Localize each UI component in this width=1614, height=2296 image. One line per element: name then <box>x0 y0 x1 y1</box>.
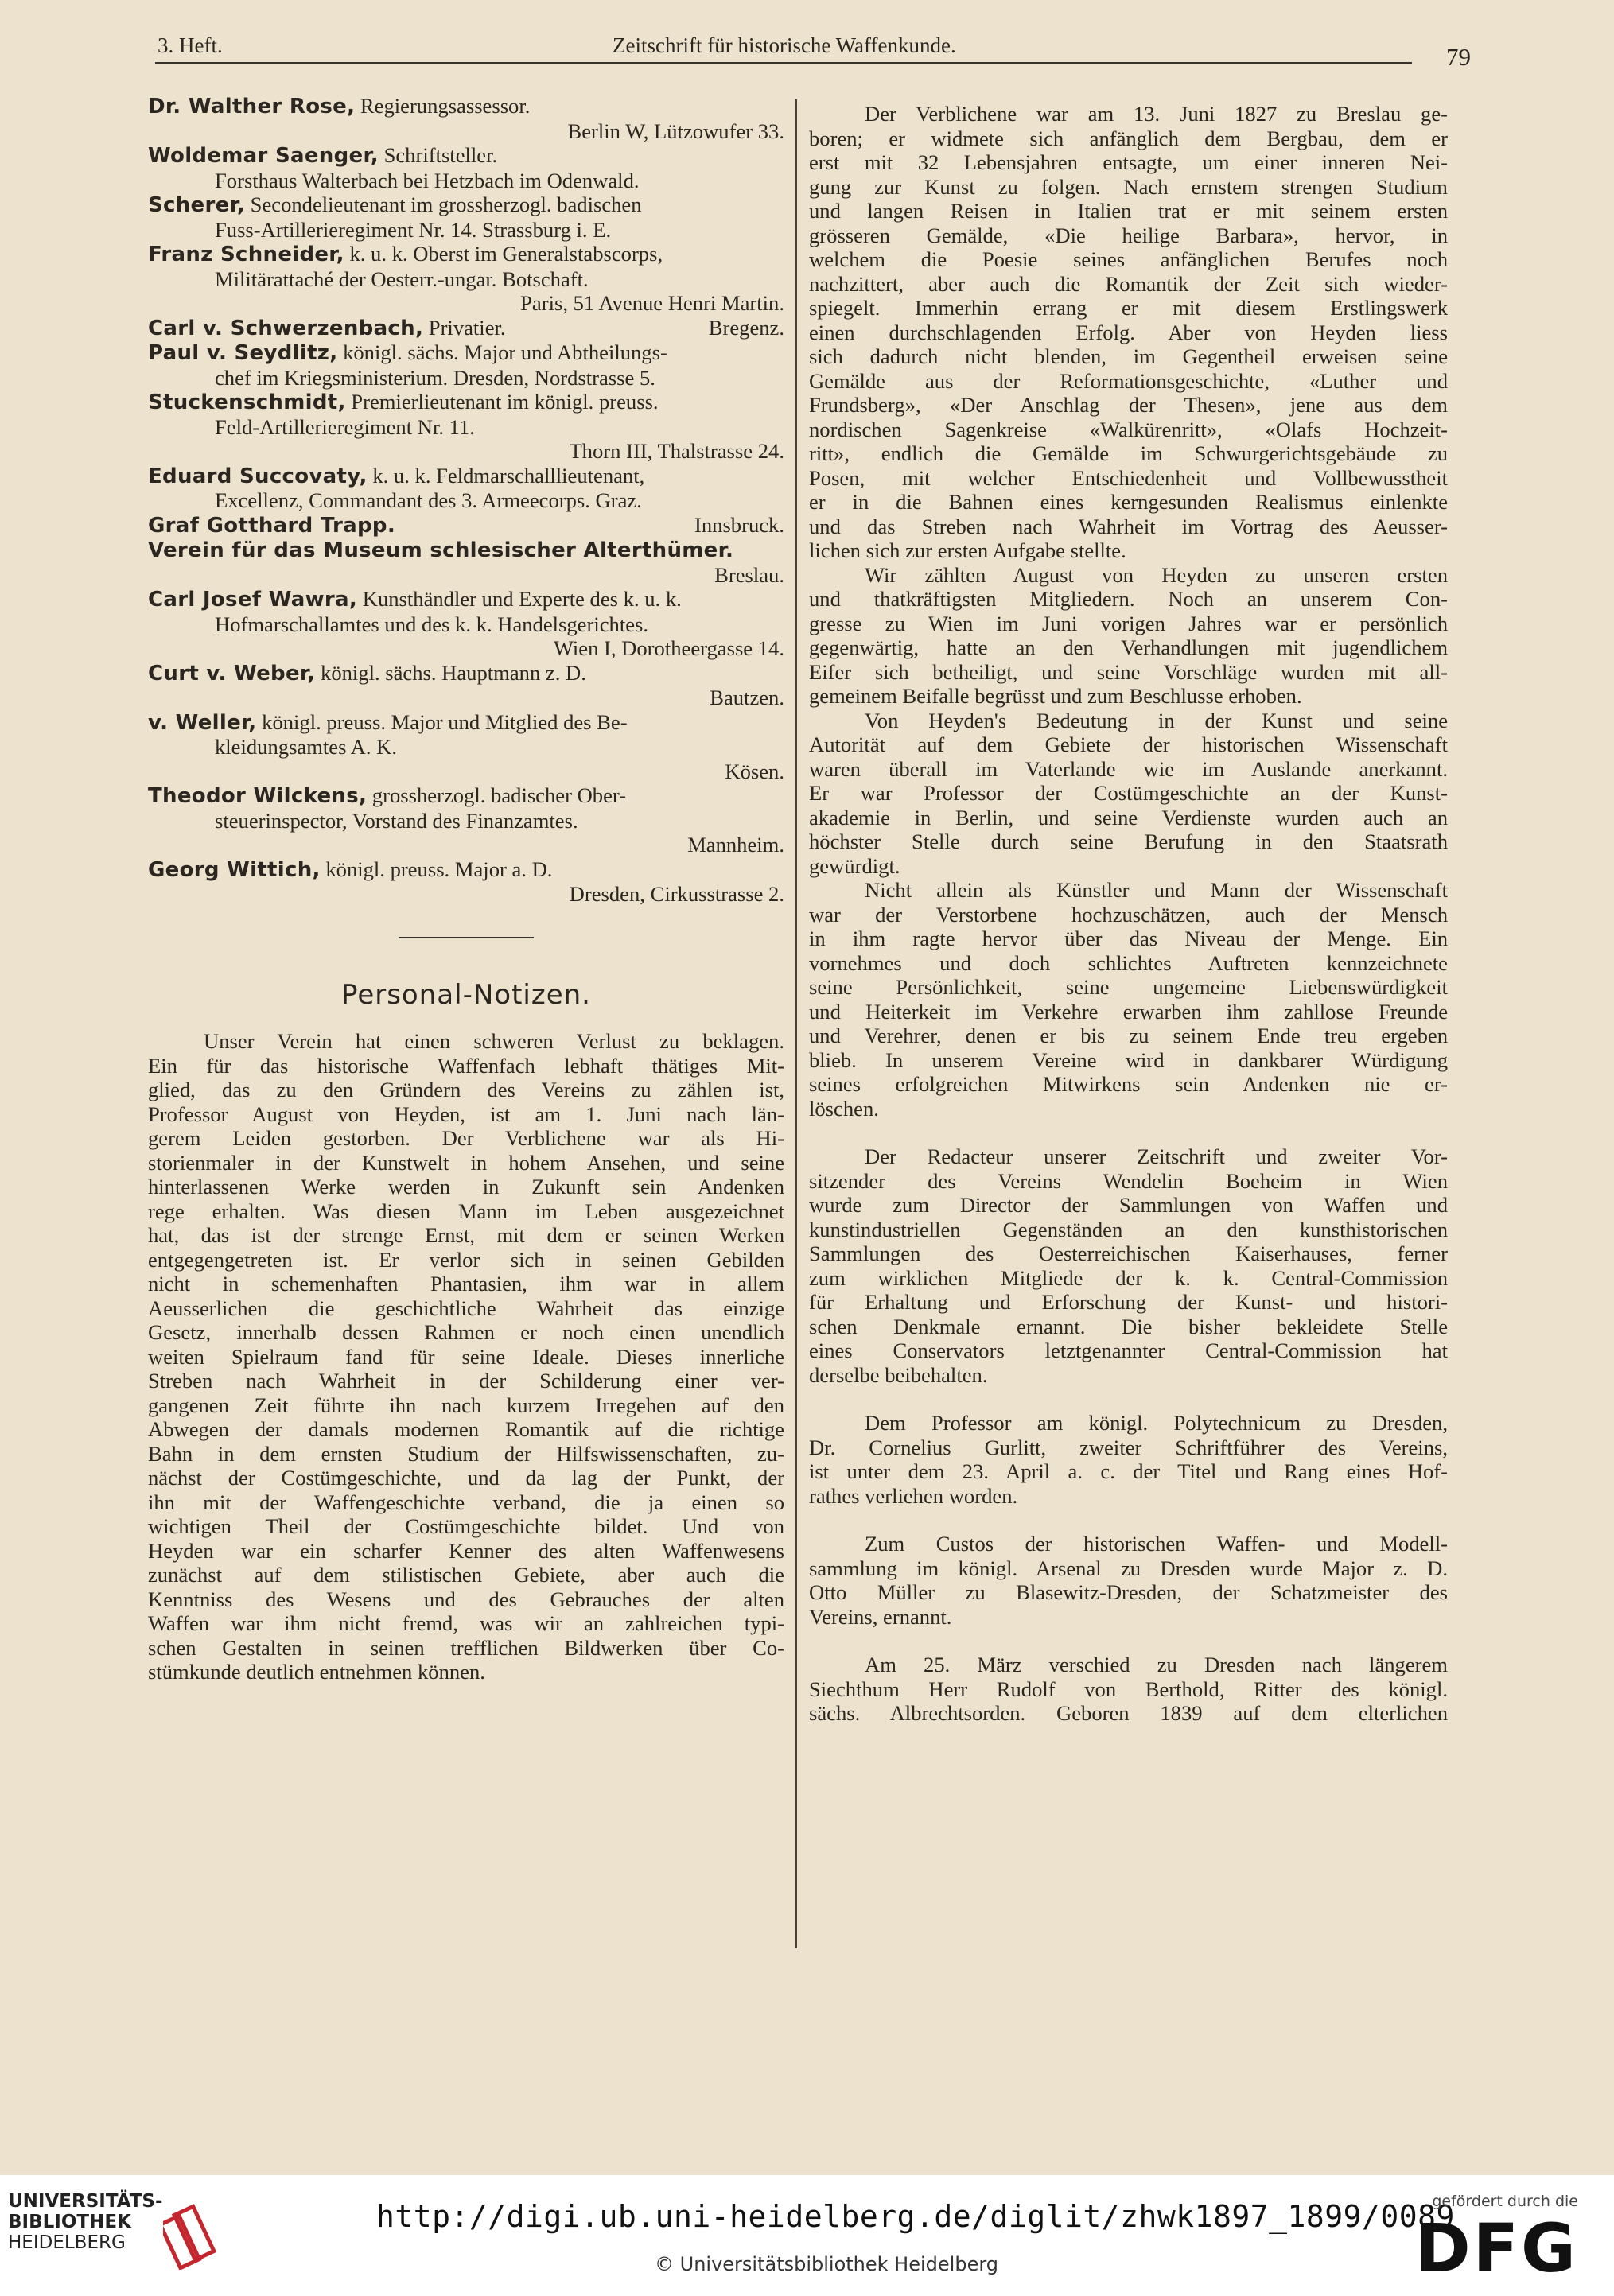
member-head <box>148 242 663 267</box>
text-line: nachzittert, aber auch die Romantik der Zeit sich wieder- <box>809 271 1448 296</box>
member-detail-line: Mannheim. <box>687 833 784 857</box>
text-line: Otto Müller zu Blasewitz-Dresden, der Schatzmeister des <box>809 1580 1448 1604</box>
member-entry <box>148 390 784 464</box>
paragraph-gap <box>809 1121 1448 1144</box>
member-first-line <box>148 857 784 883</box>
member-detail-line: Kösen. <box>725 759 784 783</box>
member-first-line <box>148 538 784 563</box>
member-first-line <box>148 661 784 686</box>
member-first-line <box>148 513 784 538</box>
member-name: Woldemar Saenger, <box>148 144 379 168</box>
text-line: höchster Stelle durch seine Berufung in den Staatsrath <box>809 829 1448 853</box>
text-line: nächst der Costümgeschichte, und da lag der Punkt, der <box>148 1466 784 1490</box>
text-line: Zum Custos der historischen Waffen- und Modell- <box>865 1532 1448 1556</box>
text-line: Wir zählten August von Heyden zu unseren ersten <box>865 562 1448 587</box>
member-detail-line: kleidungsamtes A. K. <box>215 735 397 759</box>
library-line-1: UNIVERSITÄTS- <box>8 2191 163 2212</box>
member-first-line <box>148 242 784 267</box>
text-line: gresse zu Wien im Juni vorigen Jahres war er persönlich <box>809 611 1448 635</box>
text-line: sitzender des Vereins Wendelin Boeheim in Wien <box>809 1168 1448 1193</box>
member-detail: königl. preuss. Major und Mitglied des Be- <box>262 709 628 734</box>
text-line: nordischen Sagenkreise «Walkürenritt», «Olafs Hochzeit- <box>809 417 1448 441</box>
text-line: und thatkräftigsten Mitgliedern. Noch an unserem Con- <box>809 587 1448 611</box>
text-line: Aeusserlichen die geschichtliche Wahrheit das einzige <box>148 1296 784 1320</box>
text-line: seines erfolgreichen Mitwirkens sein Andenken nie er- <box>809 1072 1448 1096</box>
member-detail: Premierlieutenant im königl. preuss. <box>351 390 659 414</box>
text-line: sächs. Albrechtsorden. Geboren 1839 auf dem elterlichen <box>809 1701 1448 1725</box>
obituary-paragraph <box>148 1029 784 1684</box>
digitization-footer <box>0 2175 1614 2296</box>
text-line: erst mit 32 Lebensjahren entsagte, um einer inneren Nei- <box>809 150 1448 174</box>
text-line: und langen Reisen in Italien trat er mit seinem ersten <box>809 199 1448 223</box>
member-name: Georg Wittich, <box>148 857 321 882</box>
text-line: Am 25. März verschied zu Dresden nach längerem <box>865 1653 1448 1676</box>
text-line: Von Heyden's Bedeutung in der Kunst und seine <box>865 708 1448 732</box>
member-entry <box>148 340 784 390</box>
member-head <box>148 661 586 686</box>
text-line: hinterlassenen Werke werden in Zukunft sein Andenken <box>148 1175 784 1199</box>
text-line: gung zur Kunst zu folgen. Nach ernstem strengen Studium <box>809 174 1448 199</box>
text-line: waren überall im Vaterlande wie im Auslande anerkannt. <box>809 756 1448 781</box>
member-detail-line: chef im Kriegsministerium. Dresden, Nordstrasse 5. <box>215 365 655 390</box>
text-line: in ihm ragte hervor über das Niveau der Menge. Ein <box>809 927 1448 950</box>
text-line: Vereins, ernannt. <box>809 1604 952 1629</box>
member-entry <box>148 316 784 341</box>
section-title: Personal-Notizen. <box>341 978 591 1011</box>
text-line: Eifer sich betheiligt, und seine Vorschläge wurden mit all- <box>809 659 1448 684</box>
text-line: derselbe beibehalten. <box>809 1362 988 1387</box>
member-place: Innsbruck. <box>694 512 784 537</box>
text-line: gangenen Zeit führte ihn nach kurzem Irregehen auf den <box>148 1393 784 1417</box>
member-detail-line: Militärattaché der Oesterr.-ungar. Botschaft. <box>215 266 589 291</box>
member-head <box>148 587 682 612</box>
library-name <box>8 2191 163 2253</box>
member-entry <box>148 242 784 316</box>
text-line: Ein für das historische Waffenfach lebhaft thätiges Mit- <box>148 1053 784 1078</box>
member-entry <box>148 192 784 242</box>
library-line-2: BIBLIOTHEK <box>8 2212 131 2232</box>
member-first-line <box>148 340 784 366</box>
member-detail-line: Fuss-Artillerieregiment Nr. 14. Strassburg i. E. <box>215 217 612 242</box>
paragraph-gap <box>809 1387 1448 1411</box>
member-head <box>148 513 395 538</box>
member-detail: Regierungsassessor. <box>360 94 531 118</box>
copyright-notice: © Universitätsbibliothek Heidelberg <box>655 2253 999 2275</box>
text-line: für Erhaltung und Erforschung der Kunst- und histori- <box>809 1290 1448 1314</box>
member-name: Franz Schneider, <box>148 243 344 266</box>
member-head <box>148 340 667 366</box>
member-detail-line: Hofmarschallamtes und des k. k. Handelsgerichtes. <box>215 612 649 636</box>
text-line: sich dadurch nicht blenden, im Gegentheil erweisen seine <box>809 344 1448 368</box>
text-line: lichen sich zur ersten Aufgabe stellte. <box>809 538 1126 562</box>
member-detail-line: Dresden, Cirkusstrasse 2. <box>569 882 784 906</box>
text-line: entgegengetreten ist. Er verlor sich in seinen Gebilden <box>148 1247 784 1272</box>
member-detail: Schriftsteller. <box>383 143 498 167</box>
text-line: grösseren Gemälde, «Die heilige Barbara», hervor, in <box>809 223 1448 247</box>
member-head <box>148 316 506 341</box>
text-line: Unser Verein hat einen schweren Verlust zu beklagen. <box>204 1029 784 1053</box>
text-line: glied, das zu den Gründern des Vereins zu zählen ist, <box>148 1078 784 1101</box>
member-name: Eduard Succovaty, <box>148 464 368 488</box>
text-line: Nicht allein als Künstler und Mann der Wissenschaft <box>865 878 1448 902</box>
member-entry <box>148 587 784 661</box>
member-detail-line: Forsthaus Walterbach bei Hetzbach im Odenwald. <box>215 168 640 192</box>
member-name: Dr. Walther Rose, <box>148 95 356 118</box>
text-line: Streben nach Wahrheit in der Schilderung einer ver- <box>148 1369 784 1393</box>
member-name: Paul v. Seydlitz, <box>148 341 338 365</box>
member-name: Stuckenschmidt, <box>148 390 346 414</box>
member-first-line <box>148 143 784 169</box>
left-column <box>148 94 784 1684</box>
text-line: schen Gestalten in seinen trefflichen Bildwerken über Co- <box>148 1635 784 1660</box>
member-detail: Privatier. <box>428 315 506 340</box>
paragraph-gap <box>809 1629 1448 1653</box>
member-first-line <box>148 390 784 415</box>
text-line: sammlung im königl. Arsenal zu Dresden wurde Major z. D. <box>809 1556 1448 1580</box>
member-detail-line: Excellenz, Commandant des 3. Armeecorps. Graz. <box>215 488 642 512</box>
dfg-logo: DFG <box>1414 2209 1578 2287</box>
member-first-line <box>148 710 784 736</box>
member-head <box>148 143 497 169</box>
column-rule <box>795 99 797 1948</box>
text-line: Er war Professor der Costümgeschichte an der Kunst- <box>809 781 1448 805</box>
text-line: Dr. Cornelius Gurlitt, zweiter Schriftführer des Vereins, <box>809 1435 1448 1459</box>
member-name: Curt v. Weber, <box>148 661 316 686</box>
member-detail-line: Paris, 51 Avenue Henri Martin. <box>520 291 784 315</box>
member-entry <box>148 661 784 710</box>
text-line: einen durchschlagenden Erfolg. Aber von Heyden liess <box>809 320 1448 344</box>
text-line: Kenntniss des Wesens und des Gebrauches der alten <box>148 1587 784 1611</box>
member-place: Bregenz. <box>708 315 784 340</box>
text-line: rathes verliehen worden. <box>809 1483 1018 1508</box>
text-line: Heyden war ein scharfer Kenner des alten Waffenwesens <box>148 1538 784 1563</box>
member-head <box>148 94 530 119</box>
member-detail: k. u. k. Feldmarschalllieutenant, <box>372 463 645 488</box>
member-detail-line: Berlin W, Lützowufer 33. <box>567 118 784 143</box>
text-line: Siechthum Herr Rudolf von Berthold, Ritter des königl. <box>809 1676 1448 1701</box>
member-name: Graf Gotthard Trapp. <box>148 513 396 538</box>
member-head <box>148 390 659 415</box>
member-first-line <box>148 94 784 119</box>
member-first-line <box>148 464 784 489</box>
text-line: ritt», endlich die Gemälde im Schwurgerichtsgebäude zu <box>809 441 1448 465</box>
text-line: Gemälde aus der Reformationsgeschichte, «Luther und <box>809 368 1448 393</box>
issue-label: 3. Heft. <box>158 33 223 57</box>
member-entry <box>148 538 784 587</box>
personal-notices <box>809 102 1448 1726</box>
member-name: Theodor Wilckens, <box>148 784 368 808</box>
text-line: zunächst auf dem stilistischen Gebiete, aber auch die <box>148 1563 784 1587</box>
text-line: hat, das ist der strenge Ernst, mit dem er seinen Werken <box>148 1223 784 1247</box>
right-column <box>809 102 1448 1726</box>
text-line: Frundsberg», «Der Anschlag der Thesen», jene aus dem <box>809 393 1448 417</box>
section-divider <box>399 937 534 938</box>
library-line-3: HEIDELBERG <box>8 2232 126 2253</box>
member-entry <box>148 513 784 538</box>
text-line: schen Denkmale ernannt. Die bisher bekleidete Stelle <box>809 1314 1448 1338</box>
member-first-line <box>148 316 784 341</box>
text-line: wurde zum Director der Sammlungen von Waffen und <box>809 1193 1448 1217</box>
text-line: löschen. <box>809 1096 879 1121</box>
paragraph-gap <box>809 1508 1448 1532</box>
text-line: kunstindustriellen Gegenständen an den kunsthistorischen <box>809 1217 1448 1241</box>
member-first-line <box>148 783 784 809</box>
member-detail: königl. sächs. Hauptmann z. D. <box>321 660 586 685</box>
text-line: seine Persönlichkeit, seine ungemeine Liebenswürdigkeit <box>809 975 1448 999</box>
member-detail-line: Thorn III, Thalstrasse 24. <box>569 439 784 463</box>
member-detail: k. u. k. Oberst im Generalstabscorps, <box>349 242 663 266</box>
text-line: spiegelt. Immerhin errang er mit diesem Erstlingswerk <box>809 296 1448 320</box>
text-line: Professor August von Heyden, ist am 1. Juni nach län- <box>148 1101 784 1126</box>
member-entry <box>148 710 784 784</box>
running-head <box>151 33 1471 71</box>
text-line: weiten Spielraum fand für seine Ideale. Dieses innerliche <box>148 1344 784 1369</box>
member-detail: königl. preuss. Major a. D. <box>325 857 553 881</box>
member-entry <box>148 464 784 513</box>
library-logo-icon <box>163 2194 219 2270</box>
member-head <box>148 464 644 489</box>
text-line: Autorität auf dem Gebiete der historischen Wissenschaft <box>809 732 1448 756</box>
text-line: Waffen war ihm nicht fremd, was wir an zahlreichen typi- <box>148 1611 784 1635</box>
member-name: Carl v. Schwerzenbach, <box>148 316 424 340</box>
text-line: akademie in Berlin, und seine Verdienste wurden auch an <box>809 805 1448 829</box>
text-line: Dem Professor am königl. Polytechnicum zu Dresden, <box>865 1411 1448 1435</box>
text-line: und Verehrer, denen er bis zu seinem Ende treu ergeben <box>809 1024 1448 1047</box>
text-line: blieb. In unserem Vereine wird in dankbarer Würdigung <box>809 1047 1448 1072</box>
text-line: eines Conservators letztgenannter Central-Commission hat <box>809 1338 1448 1362</box>
member-name: v. Weller, <box>148 710 257 735</box>
text-line: gegenwärtig, hatte an den Verhandlungen mit jugendlichem <box>809 635 1448 659</box>
text-line: storienmaler in der Kunstwelt in hohem Ansehen, und seine <box>148 1150 784 1175</box>
page-number: 79 <box>1446 43 1471 71</box>
text-line: zum wirklichen Mitgliede der k. k. Central-Commission <box>809 1265 1448 1290</box>
text-line: war der Verstorbene hochzuschätzen, auch der Mensch <box>809 902 1448 927</box>
member-entry <box>148 857 784 907</box>
text-line: und das Streben nach Wahrheit im Vortrag des Aeusser- <box>809 514 1448 538</box>
text-line: Posen, mit welcher Entschiedenheit und Vollbewusstheit <box>809 465 1448 490</box>
member-entry <box>148 143 784 192</box>
member-entry <box>148 783 784 857</box>
header-rule <box>155 62 1412 64</box>
text-line: Bahn in dem ernsten Studium der Hilfswissenschaften, zu- <box>148 1441 784 1466</box>
member-detail: Kunsthändler und Experte des k. u. k. <box>362 587 682 611</box>
text-line: boren; er widmete sich anfänglich dem Bergbau, dem er <box>809 126 1448 150</box>
member-first-line <box>148 587 784 612</box>
member-detail: königl. sächs. Major und Abtheilungs- <box>343 340 667 364</box>
text-line: welchem die Poesie seines anfänglichen Berufes noch <box>809 247 1448 271</box>
text-line: Der Verblichene war am 13. Juni 1827 zu Breslau ge- <box>865 102 1448 126</box>
member-name: Verein für das Museum schlesischer Alterthümer. <box>148 538 734 562</box>
text-line: Gesetz, innerhalb dessen Rahmen er noch einen unendlich <box>148 1320 784 1344</box>
text-line: nicht in schemenhaften Phantasien, ihm war in allem <box>148 1272 784 1296</box>
text-line: ihn mit der Waffengeschichte verband, die ja einen so <box>148 1490 784 1514</box>
member-name: Scherer, <box>148 193 246 217</box>
text-line: Sammlungen des Oesterreichischen Kaiserhauses, ferner <box>809 1241 1448 1265</box>
member-detail-line: Bautzen. <box>710 686 784 709</box>
permalink-url[interactable]: http://digi.ub.uni-heidelberg.de/diglit/zhwk1897_1899/0089 <box>376 2199 1455 2234</box>
member-head <box>148 710 628 736</box>
journal-title: Zeitschrift für historische Waffenkunde. <box>613 33 956 57</box>
text-line: wichtigen Theil der Costümgeschichte bildet. Und von <box>148 1514 784 1538</box>
text-line: Abwegen der damals modernen Romantik auf die richtige <box>148 1417 784 1441</box>
text-line: er in die Bahnen eines kerngesunden Realismus einlenkte <box>809 490 1448 514</box>
text-line: vornehmes und doch schlichtes Auftreten kennzeichnete <box>809 950 1448 975</box>
text-line: ist unter dem 23. April a. c. der Titel und Rang eines Hof- <box>809 1459 1448 1483</box>
member-detail: Secondelieutenant im grossherzogl. badischen <box>250 192 642 216</box>
member-head <box>148 857 552 883</box>
text-line: und Heiterkeit im Verkehre erwarben ihm zahllose Freunde <box>809 999 1448 1024</box>
member-detail: grossherzogl. badischer Ober- <box>371 783 627 807</box>
text-line: gewürdigt. <box>809 853 900 878</box>
member-detail-line: Wien I, Dorotheergasse 14. <box>553 636 784 660</box>
member-list <box>148 94 784 907</box>
text-line: Der Redacteur unserer Zeitschrift und zweiter Vor- <box>865 1144 1448 1168</box>
member-entry <box>148 94 784 143</box>
funded-by-label: gefördert durch die <box>1432 2193 1578 2210</box>
text-line: stümkunde deutlich entnehmen können. <box>148 1660 485 1684</box>
member-first-line <box>148 192 784 218</box>
text-line: gerem Leiden gestorben. Der Verblichene war als Hi- <box>148 1126 784 1150</box>
text-line: rege erhalten. Was diesen Mann im Leben ausgezeichnet <box>148 1199 784 1223</box>
text-line: gemeinem Beifalle begrüsst und zum Beschlusse erhoben. <box>809 684 1302 708</box>
member-name: Carl Josef Wawra, <box>148 588 358 612</box>
member-detail-line: Breslau. <box>714 562 784 587</box>
member-detail-line: steuerinspector, Vorstand des Finanzamtes. <box>215 808 578 833</box>
member-head <box>148 783 626 809</box>
member-head <box>148 192 642 218</box>
member-detail-line: Feld-Artillerieregiment Nr. 11. <box>215 414 475 439</box>
member-head <box>148 538 733 563</box>
